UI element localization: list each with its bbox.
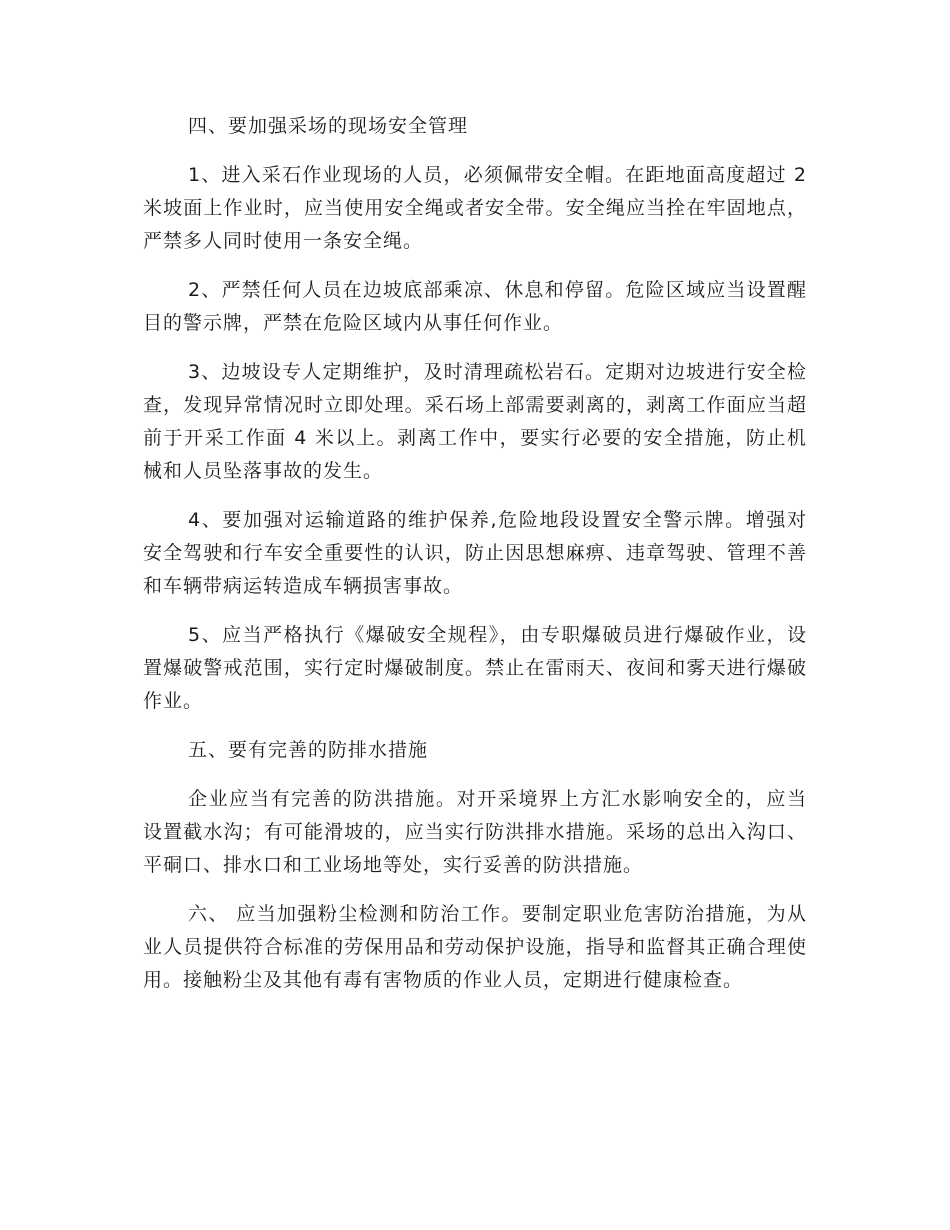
section-heading-4: 四、要加强采场的现场安全管理 bbox=[188, 115, 469, 137]
section-heading-5: 五、要有完善的防排水措施 bbox=[188, 739, 429, 761]
paragraph-4-1: 1、进入采石作业现场的人员，必须佩带安全帽。在距地面高度超过 2 米坡面上作业时，应当使用安全绳或者安全带。安全绳应当拴在牢固地点，严禁多人同时使用一条安全绳。 bbox=[143, 164, 807, 252]
paragraph-6: 六、 应当加强粉尘检测和防治工作。要制定职业危害防治措施，为从业人员提供符合标准的劳保用品和劳动保护设施，指导和监督其正确合理使用。接触粉尘及其他有毒有害物质的作业人员，定期进行健康检查。 bbox=[143, 903, 807, 991]
paragraph-4-3: 3、边坡设专人定期维护，及时清理疏松岩石。定期对边坡进行安全检查，发现异常情况时立即处理。采石场上部需要剥离的，剥离工作面应当超前于开采工作面 4 米以上。剥离工作中，要实行必要的安全措施，防止机械和人员坠落事故的发生。 bbox=[143, 361, 807, 482]
paragraph-5-1: 企业应当有完善的防洪措施。对开采境界上方汇水影响安全的，应当设置截水沟；有可能滑坡的，应当实行防洪排水措施。采场的总出入沟口、平硐口、排水口和工业场地等处，实行妥善的防洪措施。 bbox=[143, 788, 807, 876]
paragraph-4-4: 4、要加强对运输道路的维护保养,危险地段设置安全警示牌。增强对安全驾驶和行车安全重要性的认识，防止因思想麻痹、违章驾驶、管理不善和车辆带病运转造成车辆损害事故。 bbox=[143, 509, 807, 597]
document-body bbox=[143, 110, 807, 1013]
paragraph-4-2: 2、严禁任何人员在边坡底部乘凉、休息和停留。危险区域应当设置醒目的警示牌，严禁在危险区域内从事任何作业。 bbox=[143, 279, 807, 334]
paragraph-4-5: 5、应当严格执行《爆破安全规程》，由专职爆破员进行爆破作业，设置爆破警戒范围，实行定时爆破制度。禁止在雷雨天、夜间和雾天进行爆破作业。 bbox=[143, 624, 807, 712]
